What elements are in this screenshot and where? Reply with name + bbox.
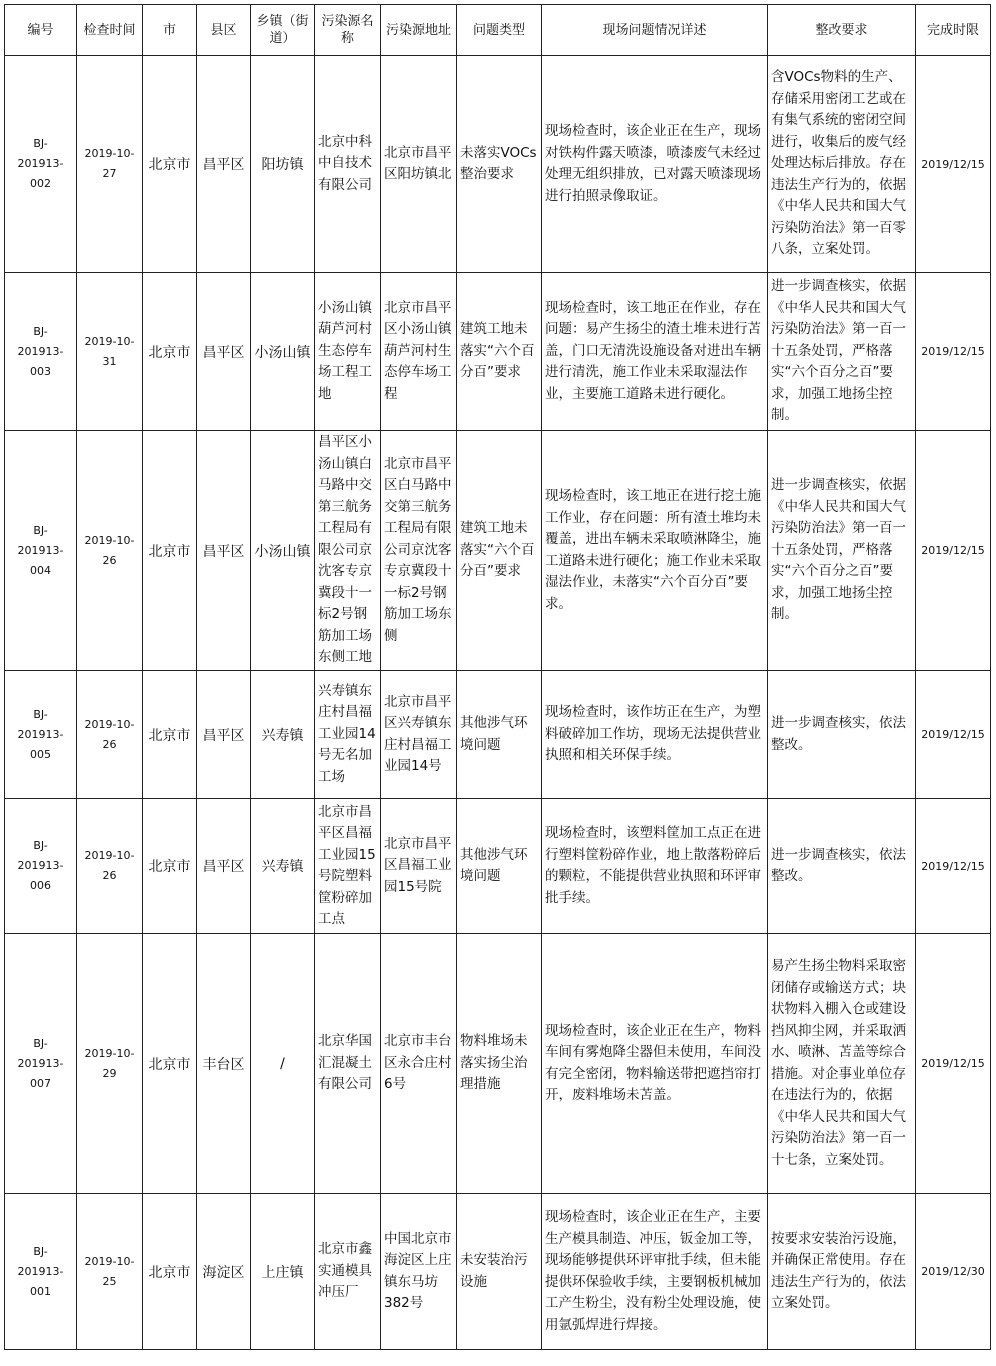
cell-town: 阳坊镇 bbox=[251, 56, 315, 273]
date-line: 25 bbox=[102, 1274, 117, 1288]
cell-id bbox=[5, 431, 77, 671]
id-line: 201913- bbox=[17, 543, 64, 557]
cell-district: 昌平区 bbox=[197, 431, 251, 671]
cell-requirement: 进一步调查核实，依法整改。 bbox=[768, 671, 916, 799]
cell-city: 北京市 bbox=[143, 799, 197, 934]
id-line: BJ- bbox=[33, 1244, 48, 1258]
cell-requirement: 进一步调查核实，依据《中华人民共和国大气污染防治法》第一百一十五条处罚，严格落实“六个百分之百”要求，加强工地扬尘控制。 bbox=[768, 431, 916, 671]
id-line: 201913- bbox=[17, 1264, 64, 1278]
table-body bbox=[5, 56, 991, 1350]
cell-address: 北京市丰台区永合庄村6号 bbox=[381, 934, 457, 1194]
cell-district: 昌平区 bbox=[197, 671, 251, 799]
cell-deadline: 2019/12/15 bbox=[916, 934, 991, 1194]
cell-date bbox=[77, 934, 143, 1194]
header-district: 县区 bbox=[197, 5, 251, 56]
header-deadline: 完成时限 bbox=[916, 5, 991, 56]
cell-deadline: 2019/12/15 bbox=[916, 799, 991, 934]
cell-district: 昌平区 bbox=[197, 799, 251, 934]
cell-issue-type: 建筑工地未落实“六个百分百”要求 bbox=[457, 273, 542, 431]
cell-city: 北京市 bbox=[143, 431, 197, 671]
cell-issue-type: 其他涉气环境问题 bbox=[457, 671, 542, 799]
date-line: 2019-10- bbox=[84, 1046, 135, 1060]
table-row bbox=[5, 273, 991, 431]
cell-deadline: 2019/12/15 bbox=[916, 431, 991, 671]
date-line: 29 bbox=[102, 1066, 117, 1080]
cell-date bbox=[77, 1194, 143, 1350]
cell-id bbox=[5, 1194, 77, 1350]
table-row bbox=[5, 934, 991, 1194]
cell-detail: 现场检查时，该作坊正在生产，为塑料破碎加工作坊，现场无法提供营业执照和相关环保手续。 bbox=[542, 671, 768, 799]
cell-source-name: 北京市鑫实通模具冲压厂 bbox=[315, 1194, 381, 1350]
date-line: 26 bbox=[102, 869, 117, 882]
cell-detail: 现场检查时，该工地正在进行挖土施工作业，存在问题：所有渣土堆均未覆盖，进出车辆未采取喷淋降尘，施工道路未进行硬化；施工作业未采取湿法作业，未落实“六个百分百”要求。 bbox=[542, 431, 768, 671]
cell-id bbox=[5, 671, 77, 799]
table-row bbox=[5, 56, 991, 273]
cell-issue-type: 物料堆场未落实扬尘治理措施 bbox=[457, 934, 542, 1194]
header-check-date: 检查时间 bbox=[77, 5, 143, 56]
cell-detail: 现场检查时，该企业正在生产，现场对铁构件露天喷漆，喷漆废气未经过处理无组织排放，已对露天喷漆现场进行拍照录像取证。 bbox=[542, 56, 768, 273]
cell-town: 小汤山镇 bbox=[251, 431, 315, 671]
inspection-table bbox=[4, 4, 991, 1350]
cell-address: 北京市昌平区昌福工业园15号院 bbox=[381, 799, 457, 934]
date-line: 2019-10- bbox=[84, 1254, 135, 1268]
table-row bbox=[5, 1194, 991, 1350]
cell-id bbox=[5, 799, 77, 934]
cell-city: 北京市 bbox=[143, 56, 197, 273]
header-address: 污染源地址 bbox=[381, 5, 457, 56]
header-town: 乡镇（街道） bbox=[251, 5, 315, 56]
cell-address: 北京市昌平区阳坊镇北 bbox=[381, 56, 457, 273]
id-line: 003 bbox=[30, 364, 51, 378]
cell-detail: 现场检查时，该企业正在生产，主要生产模具制造、冲压，钣金加工等，现场能够提供环评审批手续，但未能提供环保验收手续，主要钢板机械加工产生粉尘，没有粉尘处理设施，使用氩弧焊进行焊接。 bbox=[542, 1194, 768, 1350]
id-line: 004 bbox=[30, 563, 51, 577]
cell-district: 昌平区 bbox=[197, 273, 251, 431]
id-line: 006 bbox=[30, 879, 51, 892]
cell-town: 小汤山镇 bbox=[251, 273, 315, 431]
header-detail: 现场问题情况详述 bbox=[542, 5, 768, 56]
cell-deadline: 2019/12/15 bbox=[916, 56, 991, 273]
cell-detail: 现场检查时，该工地正在作业，存在问题：易产生扬尘的渣土堆未进行苫盖，门口无清洗设施设备对进出车辆进行清洗，施工作业未采取湿法作业，主要施工道路未进行硬化。 bbox=[542, 273, 768, 431]
id-line: 002 bbox=[30, 177, 51, 190]
cell-requirement: 易产生扬尘物料采取密闭储存或输送方式；块状物料入棚入仓或建设挡风抑尘网，并采取洒水、喷淋、苫盖等综合措施。对企事业单位存在违法行为的，依据《中华人民共和国大气污染防治法》第一百一十七条，立案处罚。 bbox=[768, 934, 916, 1194]
date-line: 26 bbox=[102, 737, 117, 751]
header-id: 编号 bbox=[5, 5, 77, 56]
cell-city: 北京市 bbox=[143, 1194, 197, 1350]
cell-city: 北京市 bbox=[143, 273, 197, 431]
id-line: 007 bbox=[30, 1076, 51, 1090]
id-line: 001 bbox=[30, 1284, 51, 1298]
cell-requirement: 进一步调查核实，依法整改。 bbox=[768, 799, 916, 934]
id-line: 005 bbox=[30, 747, 51, 761]
cell-issue-type: 其他涉气环境问题 bbox=[457, 799, 542, 934]
cell-address: 北京市昌平区白马路中交第三航务工程局有限公司京沈客专京冀段十一标2号钢筋加工场东侧 bbox=[381, 431, 457, 671]
cell-deadline: 2019/12/30 bbox=[916, 1194, 991, 1350]
id-line: BJ- bbox=[33, 707, 48, 721]
cell-address: 中国北京市海淀区上庄镇东马坊382号 bbox=[381, 1194, 457, 1350]
id-line: 201913- bbox=[17, 157, 64, 170]
cell-requirement: 进一步调查核实，依据《中华人民共和国大气污染防治法》第一百一十五条处罚，严格落实“六个百分之百”要求，加强工地扬尘控制。 bbox=[768, 273, 916, 431]
header-issue-type: 问题类型 bbox=[457, 5, 542, 56]
cell-id bbox=[5, 273, 77, 431]
cell-district: 海淀区 bbox=[197, 1194, 251, 1350]
header-requirement: 整改要求 bbox=[768, 5, 916, 56]
cell-source-name: 昌平区小汤山镇白马路中交第三航务工程局有限公司京沈客专京冀段十一标2号钢筋加工场东侧工地 bbox=[315, 431, 381, 671]
cell-address: 北京市昌平区小汤山镇葫芦河村生态停车场工程 bbox=[381, 273, 457, 431]
cell-deadline: 2019/12/15 bbox=[916, 273, 991, 431]
cell-district: 昌平区 bbox=[197, 56, 251, 273]
cell-issue-type: 未安装治污设施 bbox=[457, 1194, 542, 1350]
date-line: 2019-10- bbox=[84, 334, 135, 348]
cell-requirement: 含VOCs物料的生产、存储采用密闭工艺或在有集气系统的密闭空间进行，收集后的废气经处理达标后排放。存在违法生产行为的，依据《中华人民共和国大气污染防治法》第一百零八条，立案处罚。 bbox=[768, 56, 916, 273]
cell-town: 兴寿镇 bbox=[251, 799, 315, 934]
cell-source-name: 北京华国汇混凝土有限公司 bbox=[315, 934, 381, 1194]
id-line: 201913- bbox=[17, 1056, 64, 1070]
header-source-name: 污染源名称 bbox=[315, 5, 381, 56]
id-line: 201913- bbox=[17, 727, 64, 741]
cell-source-name: 小汤山镇葫芦河村生态停车场工程工地 bbox=[315, 273, 381, 431]
cell-requirement: 按要求安装治污设施，并确保正常使用。存在违法生产行为的，依法立案处罚。 bbox=[768, 1194, 916, 1350]
id-line: 201913- bbox=[17, 344, 64, 358]
cell-issue-type: 建筑工地未落实“六个百分百”要求 bbox=[457, 431, 542, 671]
header-row bbox=[5, 5, 991, 56]
cell-address: 北京市昌平区兴寿镇东庄村昌福工业园14号 bbox=[381, 671, 457, 799]
cell-id bbox=[5, 934, 77, 1194]
cell-detail: 现场检查时，该企业正在生产，物料车间有雾炮降尘器但未使用，车间没有完全密闭，物料输送带把遮挡帘打开，废料堆场未苫盖。 bbox=[542, 934, 768, 1194]
cell-date bbox=[77, 799, 143, 934]
id-line: 201913- bbox=[17, 859, 64, 872]
cell-source-name: 北京市昌平区昌福工业园15号院塑料筐粉碎加工点 bbox=[315, 799, 381, 934]
date-line: 27 bbox=[102, 167, 117, 180]
cell-date bbox=[77, 671, 143, 799]
cell-city: 北京市 bbox=[143, 934, 197, 1194]
cell-town: 兴寿镇 bbox=[251, 671, 315, 799]
date-line: 2019-10- bbox=[84, 717, 135, 731]
cell-source-name: 兴寿镇东庄村昌福工业园14号无名加工场 bbox=[315, 671, 381, 799]
cell-source-name: 北京中科中自技术有限公司 bbox=[315, 56, 381, 273]
cell-date bbox=[77, 431, 143, 671]
date-line: 2019-10- bbox=[84, 533, 135, 547]
cell-town: 上庄镇 bbox=[251, 1194, 315, 1350]
id-line: BJ- bbox=[33, 839, 48, 852]
cell-district: 丰台区 bbox=[197, 934, 251, 1194]
id-line: BJ- bbox=[33, 523, 48, 537]
table-row bbox=[5, 799, 991, 934]
date-line: 26 bbox=[102, 553, 117, 567]
cell-id bbox=[5, 56, 77, 273]
table-row bbox=[5, 431, 991, 671]
cell-deadline: 2019/12/15 bbox=[916, 671, 991, 799]
cell-date bbox=[77, 56, 143, 273]
date-line: 2019-10- bbox=[84, 849, 135, 862]
cell-detail: 现场检查时，该塑料筐加工点正在进行塑料筐粉碎作业，地上散落粉碎后的颗粒，不能提供营业执照和环评审批手续。 bbox=[542, 799, 768, 934]
cell-city: 北京市 bbox=[143, 671, 197, 799]
date-line: 2019-10- bbox=[84, 147, 135, 160]
id-line: BJ- bbox=[33, 137, 48, 150]
table-row bbox=[5, 671, 991, 799]
id-line: BJ- bbox=[33, 1036, 48, 1050]
date-line: 31 bbox=[102, 354, 117, 368]
id-line: BJ- bbox=[33, 324, 48, 338]
cell-date bbox=[77, 273, 143, 431]
header-city: 市 bbox=[143, 5, 197, 56]
cell-issue-type: 未落实VOCs整治要求 bbox=[457, 56, 542, 273]
cell-town: / bbox=[251, 934, 315, 1194]
